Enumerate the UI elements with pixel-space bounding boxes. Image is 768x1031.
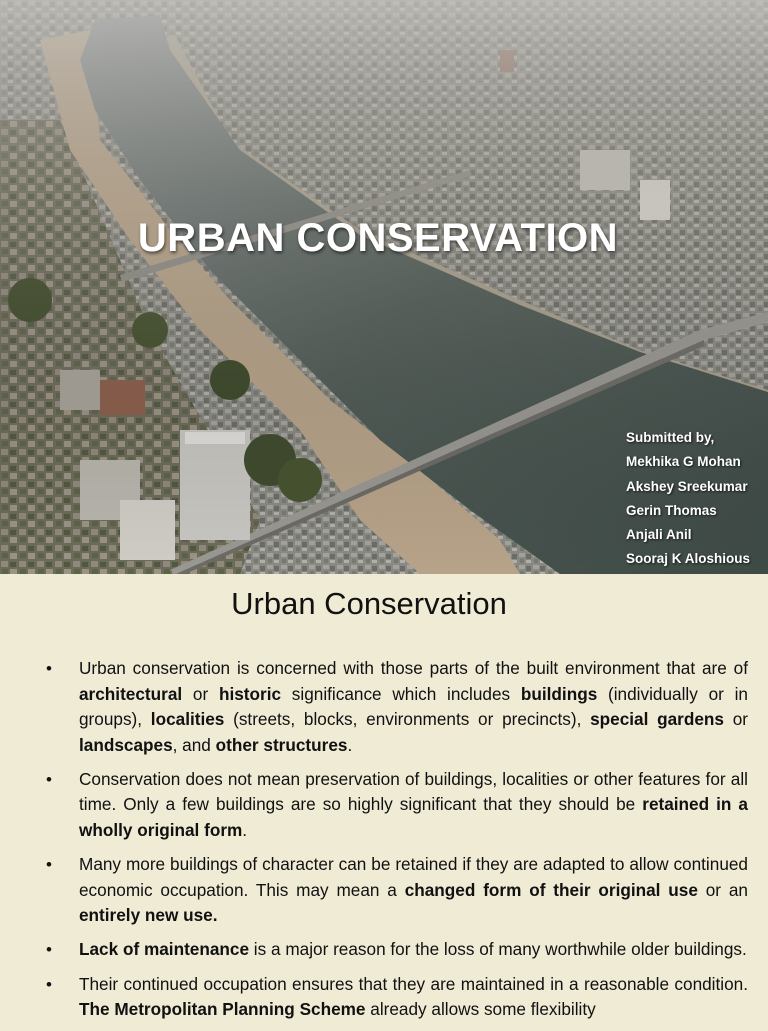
bullet-item [46,937,748,963]
bullet-item [46,852,748,929]
bold-term: Lack of maintenance [79,939,250,960]
slide-title: URBAN CONSERVATION [137,216,619,260]
member-name: Anjali Anil [626,527,692,543]
bullet-glyph: • [46,974,52,994]
bullet-item [46,972,748,1023]
content-slide-title: Urban Conservation [231,586,507,621]
bullet-list [46,656,748,1031]
bullet-text: . [242,820,248,841]
bullet-glyph: • [46,855,52,875]
bold-term: The Metropolitan Planning Scheme [79,999,366,1020]
bullet-glyph: • [46,659,52,678]
bold-term: special gardens [590,709,724,730]
bullet-text: or an [697,879,748,900]
bullet-text: is a major reason for the loss of many worthwhile older buildings. [249,939,747,960]
bullet-glyph: • [46,769,52,789]
bullet-text: or [723,709,749,730]
bold-term: buildings [520,683,598,704]
bold-term: historic [218,683,282,704]
bullet-text: . [347,734,353,755]
bullet-text: Many more buildings of character can be retained if they are adapted to allow continued economic occupation. This may mean a [79,854,748,900]
bullet-text: Urban conservation is concerned with those parts of the built environment that are of [79,658,748,678]
bullet-item [46,656,748,758]
bold-term: localities [150,709,225,730]
bullet-text: , and [172,734,216,755]
bullet-text: (individually or in groups), [79,683,748,730]
bold-term: other structures [215,734,348,755]
bold-term: landscapes [79,734,173,755]
bold-term: retained in a wholly original form [79,794,748,841]
bullet-glyph: • [46,940,52,960]
bold-term: entirely new use. [79,905,218,926]
content-slide [0,574,768,1024]
bold-term: changed form of their original use [404,879,698,900]
bullet-text: significance which includes [281,683,521,704]
bold-term: architectural [79,683,183,704]
bullet-text: (streets, blocks, environments or precincts), [224,709,591,730]
bullet-text: Conservation does not mean preservation of buildings, localities or other features for all time. Only a few buildings are so highly significant that they should be [79,768,748,815]
member-name: Sooraj K Aloshious [626,551,751,567]
submitted-by-heading: Submitted by, [626,430,715,445]
bullet-item [46,767,748,844]
bullet-text: or [182,683,219,704]
member-name: Mekhika G Mohan [626,454,741,470]
bullet-text: Their continued occupation ensures that they are maintained in a reasonable condition. [79,973,748,994]
member-name: Gerin Thomas [626,502,717,518]
submitted-by-block [626,426,750,572]
bullet-text: already allows some flexibility [365,999,596,1020]
member-name: Akshey Sreekumar [626,478,748,494]
